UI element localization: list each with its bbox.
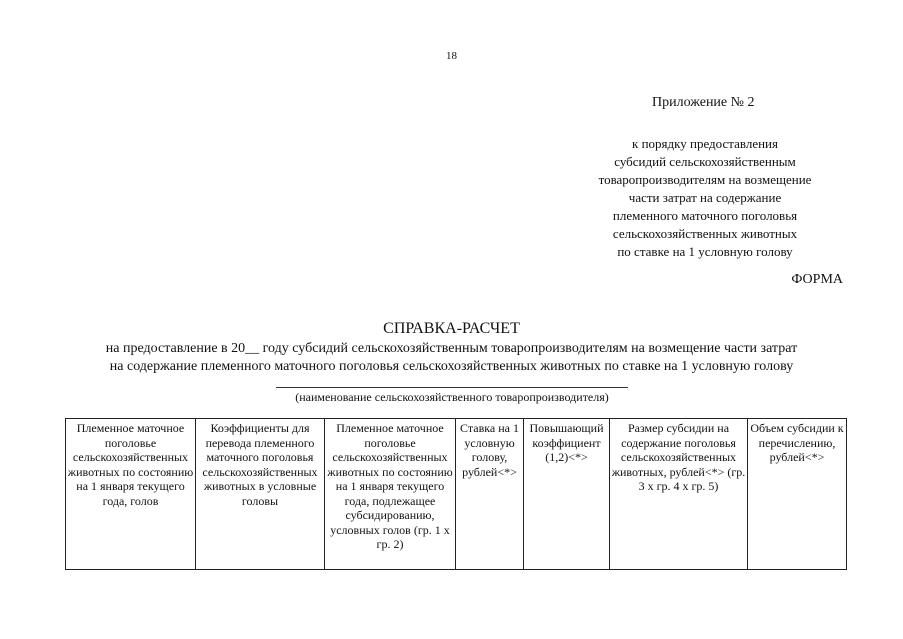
appendix-line: части затрат на содержание bbox=[628, 190, 782, 205]
subtitle-line: на содержание племенного маточного поголовья сельскохозяйственных животных по ставке на 1 условную голову bbox=[109, 359, 794, 374]
column-header: Размер субсидии на содержание поголовья сельскохозяйственных животных, рублей<*> (гр. 3 х гр. 4 х гр. 5) bbox=[610, 419, 748, 570]
appendix-line: товаропроизводителям на возмещение bbox=[598, 172, 812, 187]
appendix-title: Приложение № 2 bbox=[652, 95, 755, 110]
column-header: Повышающий коэффициент (1,2)<*> bbox=[524, 419, 610, 570]
column-header: Племенное маточное поголовье сельскохозяйственных животных по состоянию на 1 января текущего года, подлежащее субсидированию, условных голов (гр. 1 х гр. 2) bbox=[325, 419, 456, 570]
appendix-description bbox=[560, 135, 850, 261]
column-header: Коэффициенты для перевода племенного маточного поголовья сельскохозяйственных животных в условные головы bbox=[196, 419, 325, 570]
appendix-line: к порядку предоставления bbox=[632, 136, 778, 151]
column-header: Племенное маточное поголовье сельскохозяйственных животных по состоянию на 1 января текущего года, голов bbox=[66, 419, 196, 570]
subtitle-line: на предоставление в 20__ году субсидий сельскохозяйственным товаропроизводителям на возмещение части затрат bbox=[105, 341, 798, 356]
appendix-line: субсидий сельскохозяйственным bbox=[614, 154, 796, 169]
calculation-table bbox=[65, 418, 847, 570]
producer-caption: (наименование сельскохозяйственного товаропроизводителя) bbox=[295, 390, 609, 404]
appendix-line: племенного маточного поголовья bbox=[612, 208, 798, 223]
column-header: Объем субсидии к перечислению, рублей<*> bbox=[748, 419, 847, 570]
appendix-line: по ставке на 1 условную голову bbox=[617, 244, 793, 259]
table-header-row bbox=[66, 419, 847, 570]
document-subtitle bbox=[40, 340, 863, 376]
producer-name-field[interactable] bbox=[276, 387, 628, 388]
column-header: Ставка на 1 условную голову, рублей<*> bbox=[456, 419, 524, 570]
page-number: 18 bbox=[446, 50, 457, 62]
appendix-line: сельскохозяйственных животных bbox=[612, 226, 798, 241]
forma-label: ФОРМА bbox=[791, 272, 843, 287]
document-title: СПРАВКА-РАСЧЕТ bbox=[383, 320, 520, 337]
